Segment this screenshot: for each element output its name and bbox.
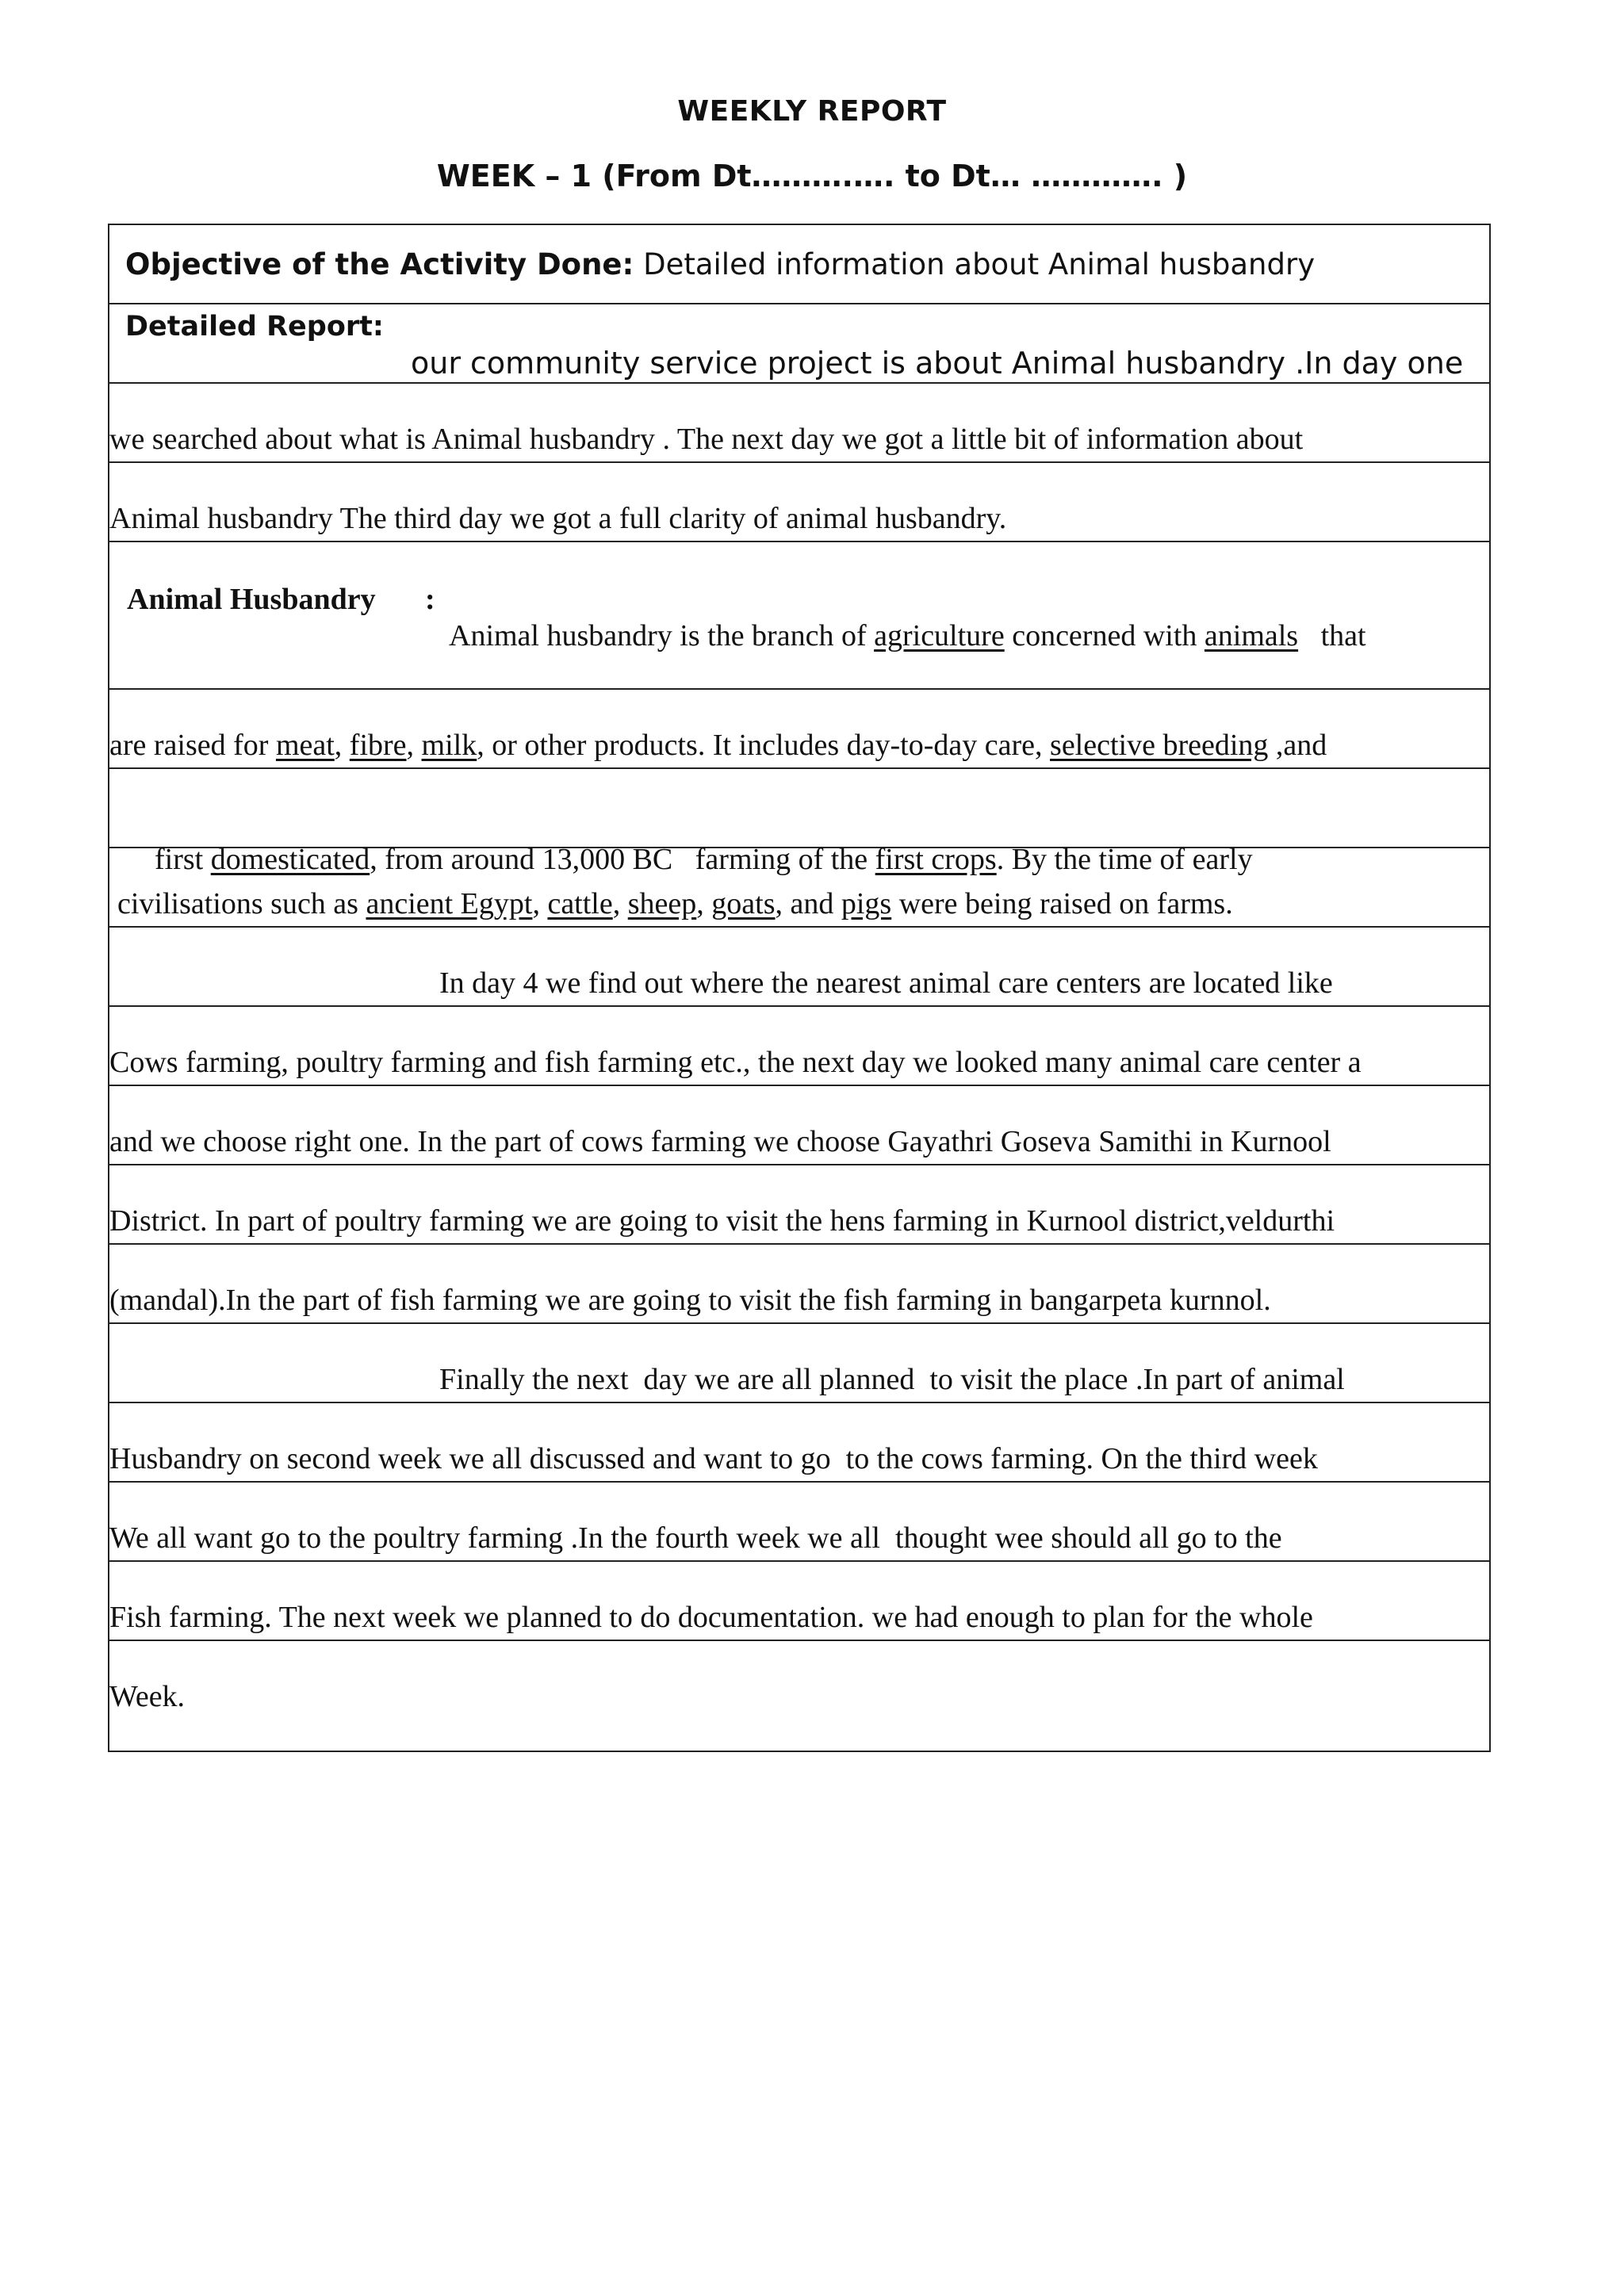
detailed-report-label: Detailed Report:: [125, 311, 384, 342]
objective-text: Detailed information about Animal husbandry: [643, 247, 1316, 281]
report-line: and we choose right one. In the part of cows farming we choose Gayathri Goseva Samithi in Kurnool: [109, 1086, 1489, 1165]
goats-link: goats: [711, 887, 776, 920]
fibre-link: fibre: [349, 729, 407, 762]
report-title: WEEKLY REPORT: [677, 95, 947, 128]
detailed-report-row: [109, 304, 1489, 384]
week-range-heading: WEEK – 1 (From Dt……….…. to Dt… …………. ): [436, 159, 1188, 193]
ancient-egypt-link: ancient Egypt: [366, 887, 533, 920]
report-line: we searched about what is Animal husbandry . The next day we got a little bit of information about: [109, 384, 1489, 463]
selective-breeding-link: selective breeding: [1050, 729, 1269, 762]
report-table: [108, 224, 1491, 1752]
domesticated-link: domesticated: [210, 843, 370, 876]
animal-husbandry-definition: Animal husbandry is the branch of agriculture concerned with animals that: [449, 619, 1366, 652]
animal-husbandry-label: Animal Husbandry: [127, 583, 376, 616]
report-line: Animal husbandry The third day we got a full clarity of animal husbandry.: [109, 463, 1489, 542]
report-line: Finally the next day we are all planned to visit the place .In part of animal: [109, 1324, 1489, 1403]
animal-husbandry-colon: :: [425, 583, 435, 616]
objective-row: [109, 225, 1489, 304]
meat-link: meat: [275, 729, 335, 762]
report-line: (mandal).In the part of fish farming we are going to visit the fish farming in bangarpeta kurnnol.: [109, 1245, 1489, 1324]
objective-label: Objective of the Activity Done:: [125, 247, 634, 281]
milk-link: milk: [421, 729, 477, 762]
agriculture-link: agriculture: [874, 619, 1005, 652]
report-line: first domesticated, from around 13,000 BC farming of the first crops. By the time of early: [109, 769, 1489, 848]
report-line: In day 4 we find out where the nearest animal care centers are located like: [109, 928, 1489, 1007]
report-line: Cows farming, poultry farming and fish farming etc., the next day we looked many animal care center a: [109, 1007, 1489, 1086]
report-line: Fish farming. The next week we planned to do documentation. we had enough to plan for the whole: [109, 1562, 1489, 1641]
report-line: civilisations such as ancient Egypt, cattle, sheep, goats, and pigs were being raised on farms.: [109, 848, 1489, 928]
pigs-link: pigs: [841, 887, 892, 920]
animal-husbandry-heading-row: [109, 542, 1489, 690]
sheep-link: sheep: [627, 887, 697, 920]
first-crops-link: first crops: [875, 843, 997, 876]
report-line: Husbandry on second week we all discussed and want to go to the cows farming. On the third week: [109, 1403, 1489, 1483]
report-line: District. In part of poultry farming we are going to visit the hens farming in Kurnool district,veldurthi: [109, 1165, 1489, 1245]
detailed-report-intro: our community service project is about Animal husbandry .In day one: [411, 346, 1464, 381]
animals-link: animals: [1204, 619, 1299, 652]
report-line: are raised for meat, fibre, milk, or other products. It includes day-to-day care, selective breeding ,and: [109, 690, 1489, 769]
report-line: We all want go to the poultry farming .In the fourth week we all thought wee should all go to the: [109, 1483, 1489, 1562]
report-line: Week.: [109, 1680, 186, 1713]
cattle-link: cattle: [547, 887, 613, 920]
